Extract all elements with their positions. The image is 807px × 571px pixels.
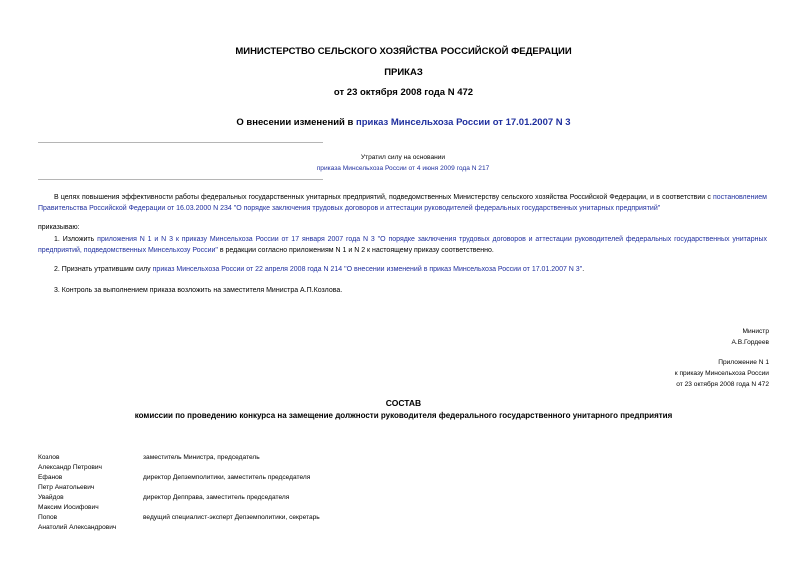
appendix-line-1: Приложение N 1 (718, 359, 769, 366)
appendix-line-3: от 23 октября 2008 года N 472 (676, 381, 769, 388)
order-item-3 (38, 285, 767, 296)
order-item-2 (38, 264, 767, 275)
ministry-title: МИНИСТЕРСТВО СЕЛЬСКОГО ХОЗЯЙСТВА РОССИЙСКОЙ ФЕДЕРАЦИИ (235, 46, 572, 57)
item-2-prefix: 2. Признать утратившим силу (54, 266, 153, 273)
member-surname: Ефанов (38, 474, 63, 481)
divider-top (38, 142, 323, 143)
divider-bottom (38, 179, 323, 180)
order-item-1 (38, 234, 767, 256)
item-1-link[interactable]: приложения N 1 и N 3 к приказу Минсельхоза России от 17 января 2007 года N 3 "О порядке заключения трудовых договоров и аттестации руководителей федеральных государственных унитарных предприятий, подведомственных Минсельхозу России" (38, 236, 767, 254)
subject-link[interactable]: приказ Минсельхоза России от 17.01.2007 N 3 (356, 117, 571, 128)
status-line: Утратил силу на основании (360, 154, 446, 161)
status-link-line (38, 164, 768, 174)
member-given-name: Петр Анатольевич (38, 484, 95, 491)
member-surname: Козлов (38, 454, 60, 461)
member-role: заместитель Министра, председатель (143, 454, 260, 461)
signature-name: А.В.Гордеев (731, 339, 769, 346)
member-given-name: Анатолий Александрович (38, 524, 117, 531)
signature-title: Министр (742, 328, 769, 335)
member-role: директор Депземполитики, заместитель председателя (143, 474, 311, 481)
item-2-link[interactable]: приказ Минсельхоза России от 22 апреля 2008 года N 214 "О внесении изменений в приказ Минсельхоза России от 17.01.2007 N 3" (152, 266, 583, 273)
document-subject (0, 117, 807, 128)
member-given-name: Максим Иосифович (38, 504, 99, 511)
appendix-line-2: к приказу Минсельхоза России (674, 370, 769, 377)
member-role: ведущий специалист-эксперт Депземполитики, секретарь (143, 514, 320, 521)
item-3-text: 3. Контроль за выполнением приказа возложить на заместителя Министра А.П.Козлова. (54, 287, 343, 294)
composition-subtitle: комиссии по проведению конкурса на замещение должности руководителя федерального государственного унитарного предприятия (134, 411, 673, 420)
item-2-suffix: . (582, 266, 585, 273)
item-1-suffix: в редакции согласно приложениям N 1 и N 2 к настоящему приказу соответственно. (217, 247, 494, 254)
item-1-prefix: 1. Изложить (54, 236, 98, 243)
preamble-paragraph (38, 192, 767, 214)
member-surname: Увайдов (38, 494, 64, 501)
order-word: приказываю: (38, 224, 80, 231)
document-date-number: от 23 октября 2008 года N 472 (333, 87, 474, 98)
member-surname: Попов (38, 514, 58, 521)
subject-prefix: О внесении изменений в (236, 117, 356, 128)
composition-title: СОСТАВ (385, 398, 422, 408)
member-role: директор Депправа, заместитель председателя (143, 494, 290, 501)
preamble-link[interactable]: постановлением Правительства Российской Федерации от 16.03.2000 N 234 "О порядке заключения трудовых договоров и аттестации руководителей федеральных государственных унитарных предприятий" (38, 194, 767, 212)
member-given-name: Александр Петрович (38, 464, 102, 471)
preamble-text: В целях повышения эффективности работы федеральных государственных унитарных предприятий, подведомственных Министерству сельского хозяйства Российской Федерации, и в соответствии с (54, 194, 714, 201)
document-type: ПРИКАЗ (384, 67, 423, 78)
status-link[interactable]: приказа Минсельхоза России от 4 июня 2009 года N 217 (316, 165, 490, 172)
